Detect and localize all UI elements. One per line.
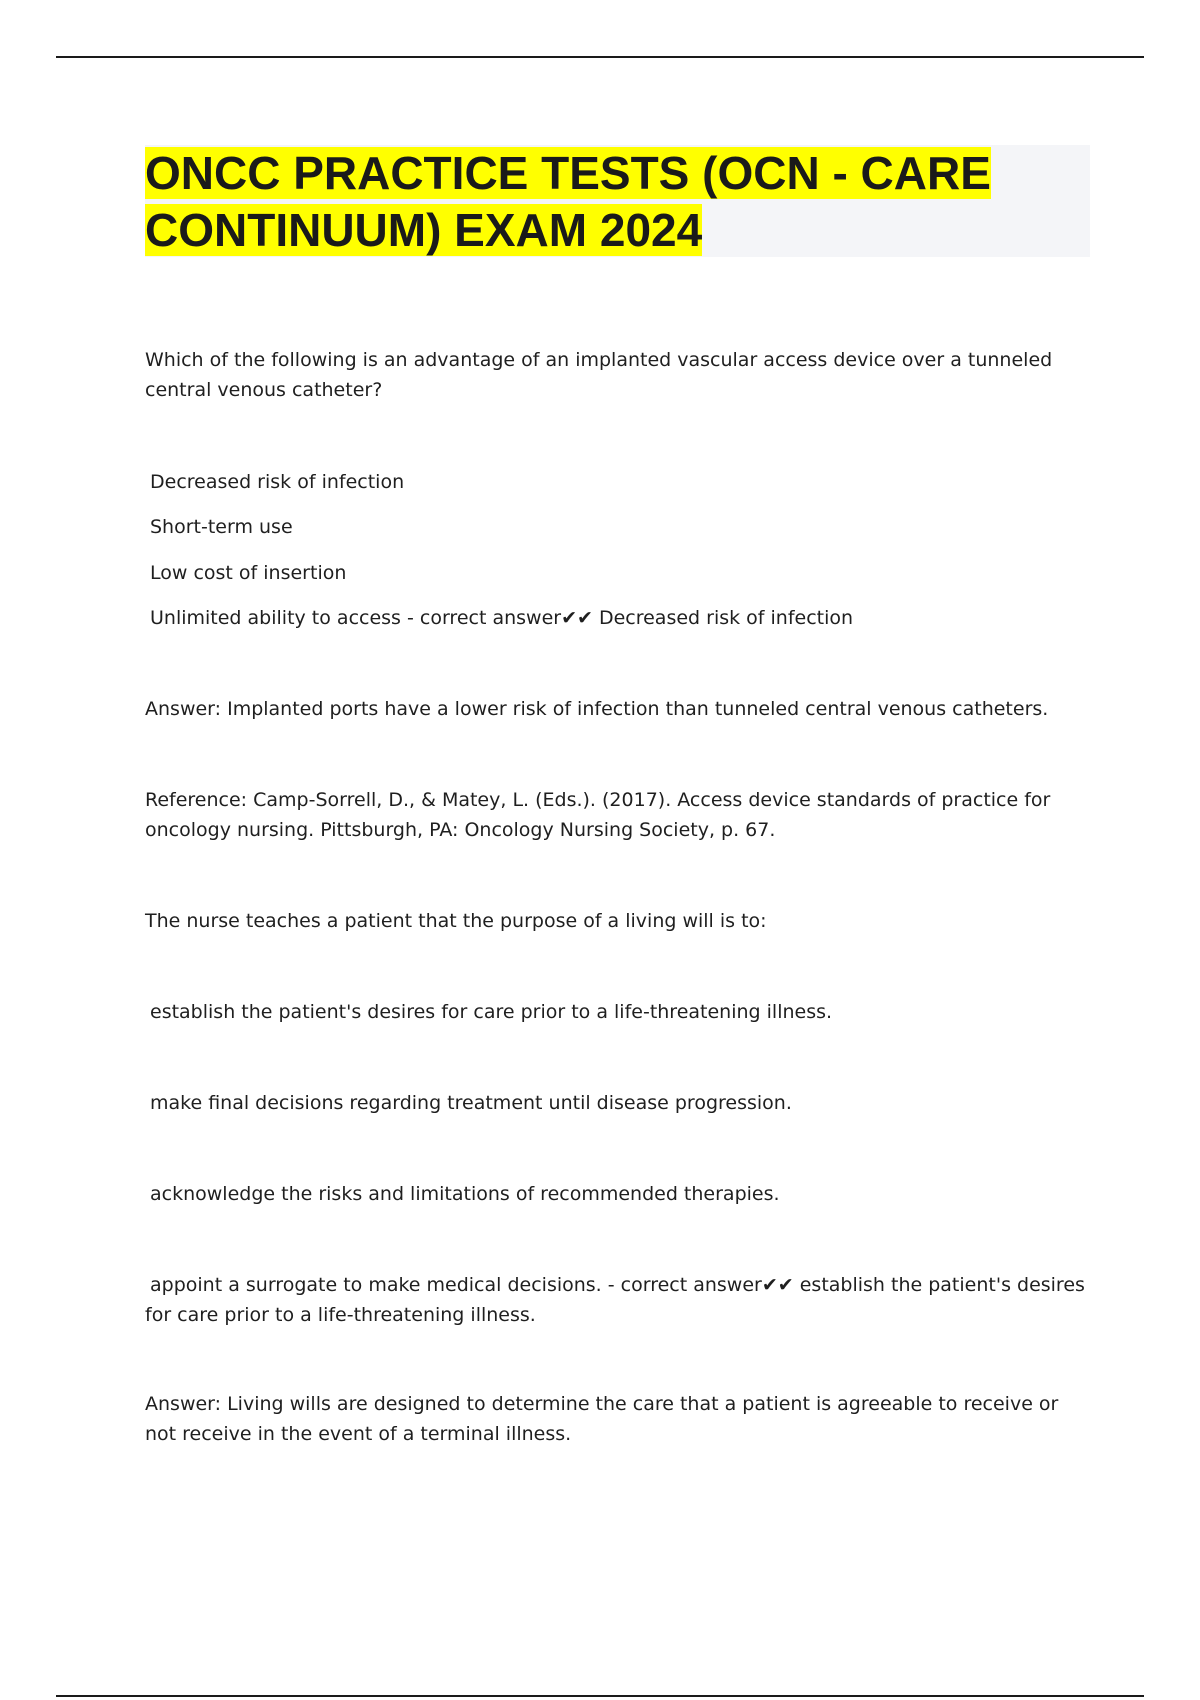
question-2-text: The nurse teaches a patient that the purpose of a living will is to: [145,910,767,932]
question-1-reference: Reference: Camp-Sorrell, D., & Matey, L. (Eds.). (2017). Access device standards of practice for oncology nursing. Pittsburgh, PA: Oncology Nursing Society, p. 67. [145,789,1051,841]
question-1-option-b: Short-term use [150,516,293,538]
question-2-option-d: appoint a surrogate to make medical decisions. - correct answer✔✔ establish the patient's desires for care prior to a life-threatening illness. [145,1274,1085,1326]
question-2-option-c: acknowledge the risks and limitations of recommended therapies. [150,1183,780,1205]
question-2-answer: Answer: Living wills are designed to determine the care that a patient is agreeable to receive or not receive in the event of a terminal illness. [145,1393,1059,1445]
top-rule [56,56,1144,58]
question-2-option-a: establish the patient's desires for care prior to a life-threatening illness. [150,1001,833,1023]
question-1-text: Which of the following is an advantage of an implanted vascular access device over a tunneled central venous catheter? [145,349,1053,401]
question-1-option-a: Decreased risk of infection [150,471,405,493]
question-1-option-d: Unlimited ability to access - correct answer✔✔ Decreased risk of infection [150,607,854,629]
title-block [145,145,1090,257]
bottom-rule [56,1695,1144,1697]
question-1-answer: Answer: Implanted ports have a lower risk of infection than tunneled central venous catheters. [145,698,1049,720]
question-1-option-c: Low cost of insertion [150,562,347,584]
document-title: ONCC PRACTICE TESTS (OCN - CARE CONTINUUM) EXAM 2024 [145,147,991,256]
question-2-option-b: make final decisions regarding treatment until disease progression. [150,1092,792,1114]
